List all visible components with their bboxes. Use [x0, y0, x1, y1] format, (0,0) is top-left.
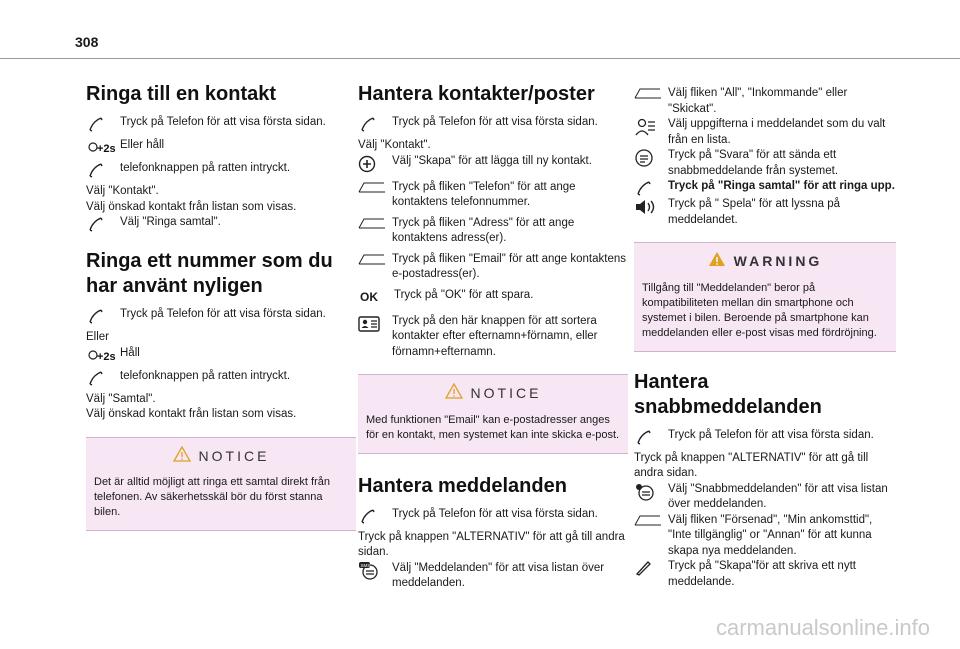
sms-icon	[358, 561, 392, 579]
notice-box	[86, 437, 356, 532]
column-2	[358, 72, 628, 597]
phone-icon	[634, 179, 668, 197]
paragraph: Tryck på knappen "ALTERNATIV" för att gå till andra sidan.	[634, 451, 869, 479]
step-text: Välj uppgifterna i meddelandet som du valt från en lista.	[668, 118, 886, 146]
step-item	[86, 215, 356, 233]
step-item	[634, 513, 896, 560]
svg-text:SMS: SMS	[360, 562, 371, 568]
message-details-icon	[634, 117, 668, 135]
paragraph: Välj "Kontakt".	[358, 139, 431, 151]
step-text: Tryck på "Svara" för att sända ett snabbmeddelande från systemet.	[668, 149, 839, 177]
notice-title: NOTICE	[198, 447, 270, 464]
sort-contacts-icon	[358, 314, 392, 332]
paragraph: Välj önskad kontakt från listan som visas.	[86, 408, 297, 420]
step-text: Tryck på Telefon för att visa första sidan.	[120, 308, 326, 320]
column-1	[86, 72, 356, 543]
tab-icon	[634, 513, 668, 531]
section-heading: Hantera meddelanden	[358, 474, 567, 497]
step-text: Tryck på fliken "Telefon" för att ange kontaktens telefonnummer.	[392, 180, 576, 208]
step-text: Eller håll	[120, 139, 165, 151]
step-item	[358, 561, 628, 592]
step-item	[634, 86, 896, 117]
step-text: Tryck på "Ringa samtal" för att ringa upp.	[668, 180, 895, 192]
hold-2s-icon	[86, 138, 120, 156]
step-item	[86, 115, 356, 133]
step-item	[634, 559, 896, 590]
phone-icon	[358, 115, 392, 133]
step-text: Välj "Ringa samtal".	[120, 216, 221, 228]
speaker-icon	[634, 197, 668, 215]
step-item	[634, 148, 896, 179]
step-text: Tryck på "OK" för att spara.	[394, 288, 534, 301]
step-text: Tryck på "Skapa"för att skriva ett nytt meddelande.	[668, 560, 856, 588]
warning-triangle-icon	[445, 383, 463, 405]
warning-header	[642, 251, 888, 273]
step-text: Tryck på den här knappen för att sortera kontakter efter efternamn+förnamn, eller förnamn+efternamn.	[392, 314, 598, 358]
step-item	[86, 138, 356, 156]
step-item	[358, 154, 628, 172]
phone-icon	[86, 307, 120, 325]
paragraph: Tryck på knappen "ALTERNATIV" för att gå till andra sidan.	[358, 530, 625, 558]
step-item	[358, 115, 628, 133]
paragraph: Eller	[86, 331, 110, 343]
step-item	[86, 369, 356, 387]
section-heading: Hantera kontakter/poster	[358, 83, 595, 105]
hold-2s-icon	[86, 346, 120, 364]
tab-icon	[358, 216, 392, 234]
step-text: Tryck på Telefon för att visa första sidan.	[392, 507, 598, 520]
step-item	[358, 252, 628, 283]
step-item	[634, 179, 896, 197]
tab-icon	[634, 86, 668, 104]
section-heading: Hantera snabbmeddelanden	[634, 370, 822, 418]
phone-icon	[86, 215, 120, 233]
paragraph: Välj "Kontakt".	[86, 185, 159, 197]
ok-icon: OK	[360, 289, 378, 304]
phone-icon	[634, 428, 668, 446]
warning-triangle-icon	[708, 251, 726, 273]
step-text: Tryck på Telefon för att visa första sidan.	[392, 116, 598, 128]
phone-icon	[86, 369, 120, 387]
step-item	[634, 428, 896, 446]
step-text: telefonknappen på ratten intryckt.	[120, 369, 291, 382]
notice-text: Med funktionen "Email" kan e-postadresser anges för en kontakt, men systemet kan inte skicka e-post.	[366, 413, 620, 441]
notice-title: NOTICE	[470, 385, 542, 401]
step-item	[358, 314, 628, 361]
add-circle-icon	[358, 154, 392, 172]
warning-text: Tillgång till "Meddelanden" beror på kompatibiliteten mellan din smartphone och systemet i bilen. Beroende på smartphone kan meddelanden eller e-post visas med fördröjning.	[642, 281, 877, 339]
step-text: Tryck på Telefon för att visa första sidan.	[668, 428, 874, 441]
step-item	[86, 346, 356, 364]
step-text: Välj "Skapa" för att lägga till ny kontakt.	[392, 154, 592, 167]
phone-icon	[358, 507, 392, 525]
notice-box	[358, 374, 628, 454]
notice-header	[366, 383, 620, 405]
warning-box	[634, 242, 896, 352]
page-number: 308	[75, 34, 99, 50]
header-rule	[0, 58, 960, 59]
step-text: Välj fliken "All", "Inkommande" eller "Skickat".	[668, 87, 848, 115]
tab-icon	[358, 252, 392, 270]
warning-title: WARNING	[733, 253, 823, 269]
step-text: Tryck på fliken "Email" för att ange kontaktens e-postadress(er).	[392, 252, 627, 280]
svg-text:+2s: +2s	[97, 143, 116, 155]
section-heading: Ringa till en kontakt	[86, 83, 277, 105]
phone-icon	[86, 115, 120, 133]
pencil-icon	[634, 559, 668, 577]
step-item	[634, 117, 896, 148]
step-text: telefonknappen på ratten intryckt.	[120, 162, 291, 174]
step-text: Välj "Snabbmeddelanden" för att visa listan över meddelanden.	[668, 482, 888, 510]
reply-message-icon	[634, 148, 668, 166]
step-item	[634, 197, 896, 228]
step-item	[86, 161, 356, 179]
step-text: Håll	[120, 346, 140, 359]
notice-text: Det är alltid möjligt att ringa ett samtal direkt från telefonen. Av säkerhetsskäl bör du först stanna bilen.	[94, 476, 330, 518]
tab-icon	[358, 180, 392, 198]
quick-message-icon	[634, 482, 668, 500]
step-item	[358, 216, 628, 247]
step-text: Välj fliken "Försenad", "Min ankomsttid", "Inte tillgänglig" or "Annan" för att kunna skapa nya meddelanden.	[668, 513, 873, 557]
step-text: Välj "Meddelanden" för att visa listan över meddelanden.	[392, 561, 605, 589]
section-heading: Ringa ett nummer som du har använt nyligen	[86, 250, 333, 297]
step-text: Tryck på fliken "Adress" för att ange kontaktens adress(er).	[392, 216, 575, 244]
step-item	[634, 482, 896, 513]
column-3	[634, 86, 896, 595]
phone-icon	[86, 161, 120, 179]
step-text: Tryck på Telefon för att visa första sidan.	[120, 116, 326, 128]
step-item	[358, 507, 628, 525]
warning-triangle-icon	[173, 446, 191, 468]
step-text: Tryck på " Spela" för att lyssna på meddelandet.	[668, 198, 841, 226]
notice-header	[94, 446, 348, 468]
paragraph: Välj "Samtal".	[86, 392, 156, 405]
watermark: carmanualsonline.info	[715, 615, 930, 640]
paragraph: Välj önskad kontakt från listan som visas.	[86, 200, 297, 213]
step-item	[86, 307, 356, 325]
step-item	[358, 288, 628, 306]
step-item	[358, 180, 628, 211]
svg-text:+2s: +2s	[97, 350, 116, 363]
